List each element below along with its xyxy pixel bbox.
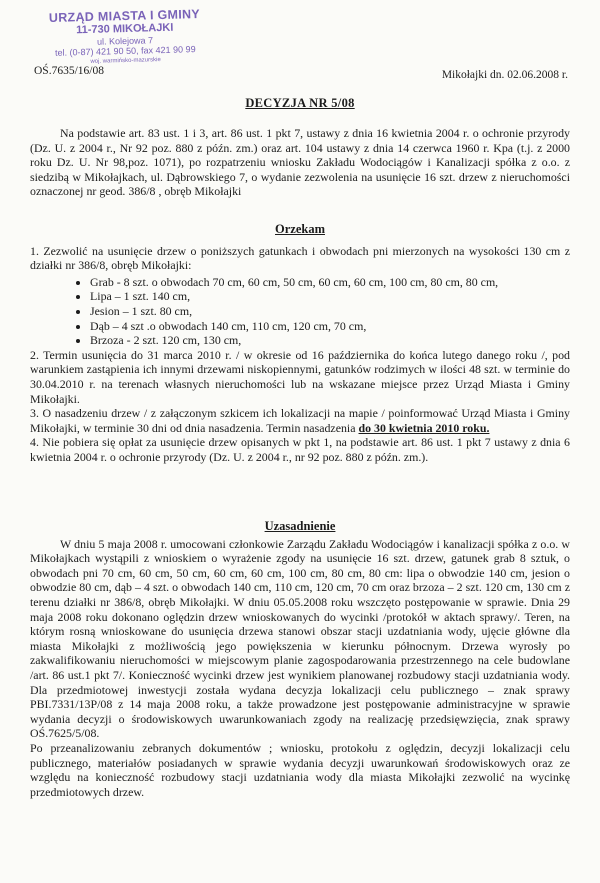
stamp-line-1: URZĄD MIASTA I GMINY: [48, 7, 201, 25]
uzasadnienie-section: [30, 519, 570, 799]
point-3-text: 3. O nasadzeniu drzew / z załączonym szkicem ich lokalizacji na mapie / poinformować Urząd Miasta i Gminy Mikołajki, w terminie 30 dni od dnia nasadzenia. Termin nasadzenia: [30, 406, 570, 435]
tree-item-grab: • Grab - 8 szt. o obwodach 70 cm, 60 cm, 50 cm, 60 cm, 60 cm, 100 cm, 80 cm, 80 cm,: [90, 275, 570, 290]
tree-item-dab: • Dąb – 4 szt .o obwodach 140 cm, 110 cm, 120 cm, 70 cm,: [90, 319, 570, 334]
point-4: 4. Nie pobiera się opłat za usunięcie drzew opisanych w pkt 1, na podstawie art. 86 ust. 1 pkt 7 ustawy z dnia 6 kwietnia 2004 r. o ochronie przyrody (Dz. U. z 2004 r., nr 92 poz. 880 z późn. zm.).: [30, 435, 570, 464]
planting-deadline: do 30 kwietnia 2010 roku.: [358, 420, 490, 435]
stamp-line-5: woj. warmińsko-mazurskie: [90, 57, 161, 65]
orzekam-heading: Orzekam: [275, 222, 325, 236]
orzekam-section: [30, 222, 570, 465]
stamp-line-3: ul. Kolejowa 7: [96, 35, 154, 47]
intro-section: [30, 126, 570, 199]
decision-title: DECYZJA NR 5/08: [245, 96, 355, 110]
office-stamp: [29, 7, 220, 69]
justification-paragraph-2: Po przeanalizowaniu zebranych dokumentów ; wniosku, protokołu z oględzin, decyzji lokalizacji celu publicznego, materiałów posiadanych w sprawie wydania decyzji uwarunkowań środowiskowych oraz ze względu na konieczność rozbudowy stacji uzdatniania wody dla miasta Mikołajki zezwolić na wycinkę przedmiotowych drzew.: [30, 740, 570, 799]
intro-paragraph: Na podstawie art. 83 ust. 1 i 3, art. 86 ust. 1 pkt 7, ustawy z dnia 16 kwietnia 2004 r. o ochronie przyrody (Dz. U. z 2004 r., Nr 92 poz. 880 z późn. zm.) oraz art. 104 ustawy z dnia 14 czerwca 1960 r. Kpa (t.j. z 2000 roku Dz. U. Nr 98,poz. 1071), po rozpatrzeniu wniosku Zakładu Wodociągów i Kanalizacji spółka z o.o. z siedzibą w Mikołajkach, ul. Dąbrowskiego 7, o wydanie zezwolenia na usunięcie 16 szt. drzew z nieruchomości oznaczonej nr geod. 386/8 , obręb Mikołajki: [30, 126, 570, 199]
point-2: 2. Termin usunięcia do 31 marca 2010 r. / w okresie od 16 października do końca lutego danego roku /, pod warunkiem zastąpienia ich innymi drzewami niskopiennymi, gatunków rodzimych w ilości 48 szt. w terminie do 30.04.2010 r. na terenach własnych nieruchomości lub na wskazane miejsce przez Urząd Miasta i Gminy Mikołajki.: [30, 347, 570, 406]
tree-item-lipa: • Lipa – 1 szt. 140 cm,: [90, 289, 570, 304]
point-1: 1. Zezwolić na usunięcie drzew o poniższych gatunkach i obwodach pni mierzonych na wysokości 130 cm z działki nr 386/8, obręb Mikołajki:: [30, 243, 570, 273]
tree-item-brzoza: • Brzoza - 2 szt. 120 cm, 130 cm,: [90, 333, 570, 348]
tree-item-jesion: • Jesion – 1 szt. 80 cm,: [90, 304, 570, 319]
justification-paragraph-1: W dniu 5 maja 2008 r. umocowani członkowie Zarządu Zakładu Wodociągów i kanalizacji spółka z o.o. w Mikołajkach wystąpili z wnioskiem o wyrażenie zgody na usunięcie 16 szt. drzew, gatunek grab 8 sztuk, o obwodach pni 70 cm, 60 cm, 50 cm, 60 cm, 60 cm, 100 cm, 80 cm, 80 cm: lipa o obwodzie 140 cm, jesion o obwodzie 80 cm, dąb – 4 szt. o obwodach 140 cm, 110 cm, 120 cm, 70 cm oraz brzoza – 2 szt. 120 cm, 130 cm z terenu działki nr 386/8, obręb Mikołajki. W dniu 05.05.2008 roku wszczęto postępowanie w sprawie. Dnia 29 maja 2008 roku dokonano oględzin drzew wnioskowanych do wycinki /protokół w aktach sprawy/. Teren, na którym rosną wnioskowane do usunięcia drzewa stanowi obszar stacji uzdatniania wody, ujęcie główne dla miasta Mikołajki z możliwością jego powiększenia w kierunku północnym. Drzewa wyrosły po zakwalifikowaniu nieruchomości w miejscowym planie zagospodarowania przestrzennego na cele budowlane /art. 86 ust.1 pkt 7/. Konieczność wycinki drzew jest wynikiem planowanej rozbudowy stacji uzdatniania wody. Dla przedmiotowej inwestycji została wydana decyzja lokalizacji celu publicznego – znak sprawy PBI.7331/13P/08 z 14 maja 2008 roku, a także prowadzone jest postępowanie administracyjne w sprawie wydania decyzji o środowiskowych uwarunkowaniach zgody na realizację przedsięwzięcia, znak sprawy OŚ.7625/5/08.: [30, 536, 570, 741]
tree-list: [30, 275, 570, 348]
uzasadnienie-heading: Uzasadnienie: [264, 519, 336, 533]
stamp-line-2: 11-730 MIKOŁAJKI: [76, 21, 174, 37]
stamp-line-4: tel. (0-87) 421 90 50, fax 421 90 99: [54, 44, 196, 58]
place-and-date: Mikołajki dn. 02.06.2008 r.: [441, 69, 568, 81]
point-3: [30, 406, 570, 435]
case-reference: OŚ.7635/16/08: [34, 65, 104, 77]
